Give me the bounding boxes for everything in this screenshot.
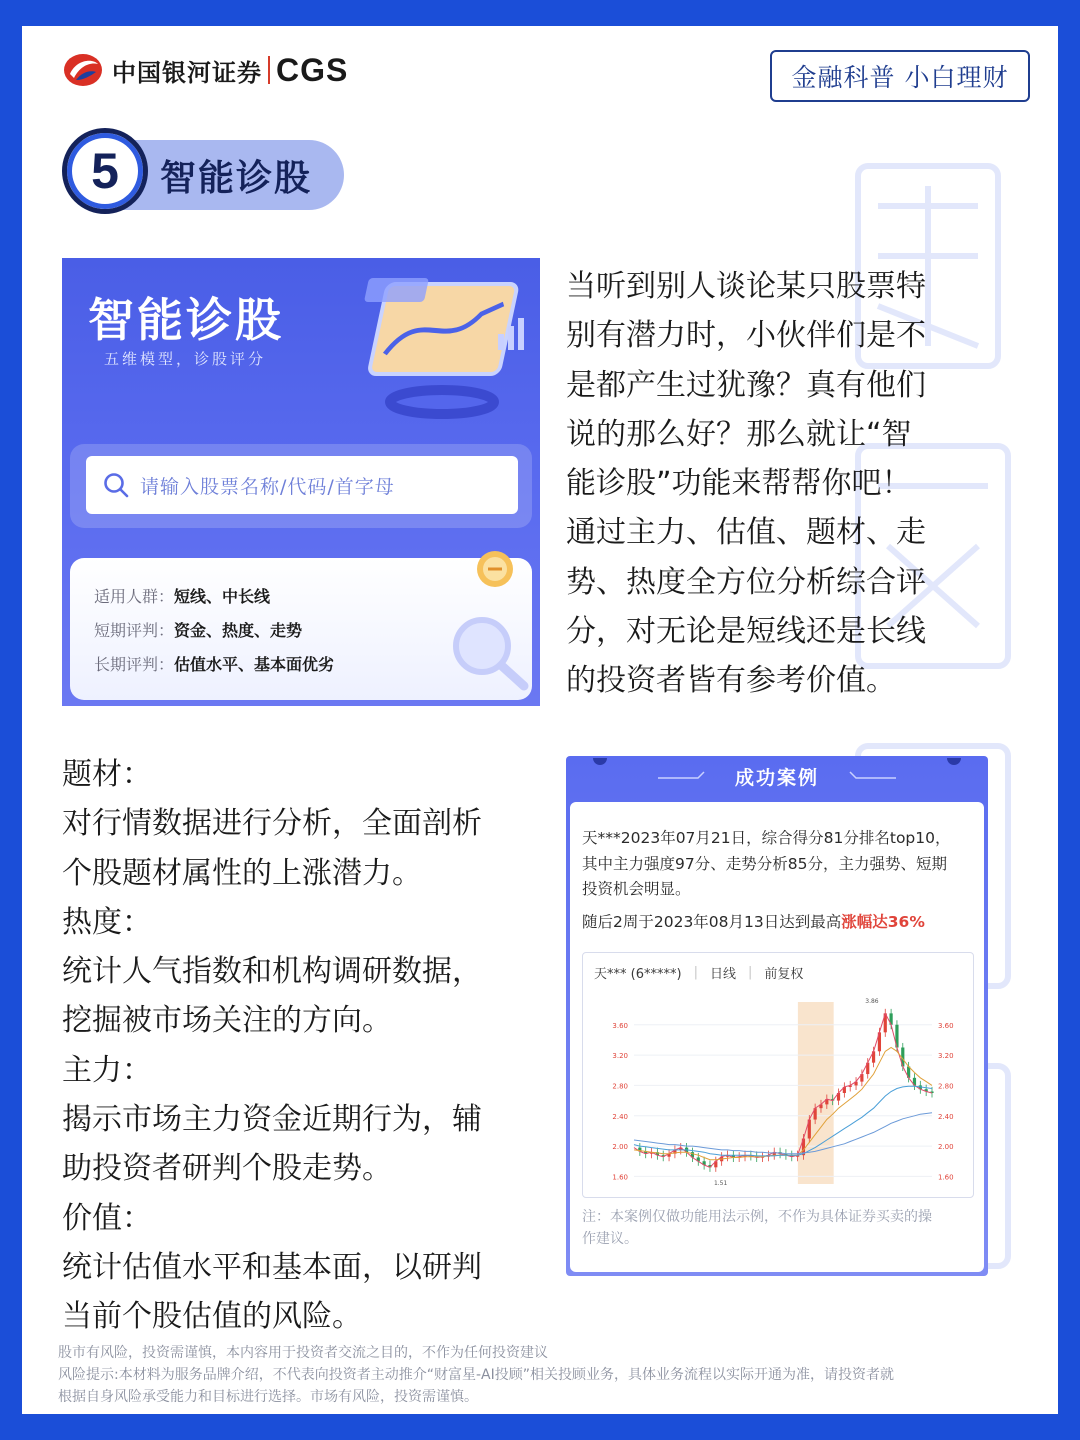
brand-logo (62, 50, 348, 90)
dimension-text: 揭示市场主力资金近期行为，辅 (62, 1102, 482, 1138)
y-right-tick-label: 1.60 (938, 1173, 954, 1182)
success-case-result: 随后2周于2023年08月13日达到最高涨幅达36% (582, 913, 925, 931)
y-tick-label: 2.80 (612, 1082, 628, 1091)
intro-line: 当听到别人谈论某只股票特 (566, 269, 926, 304)
magnifier-icon (446, 612, 532, 692)
dimension-heading: 热度： (62, 904, 152, 940)
info-row-long-term: 长期评判：估值水平、基本面优劣 (94, 655, 335, 674)
intro-line: 的投资者皆有参考价值。 (566, 663, 896, 699)
dimension-text: 统计估值水平和基本面，以研判 (62, 1249, 482, 1285)
dimension-text: 挖掘被市场关注的方向。 (62, 1003, 392, 1039)
dimension-heading: 主力： (62, 1052, 152, 1088)
y-right-tick-label: 2.40 (938, 1112, 954, 1121)
low-annotation: 1.51 (713, 1180, 728, 1188)
tagline-badge: 金融科普 小白理财 (770, 50, 1030, 102)
dimension-text: 个股题材属性的上涨潜力。 (62, 855, 422, 891)
footer-risk-line: 股市有风险，投资需谨慎，本内容用于投资者交流之目的，不作为任何投资建议 (58, 1345, 548, 1361)
intro-line: 分，对无论是短线还是长线 (566, 614, 926, 650)
dimension-text: 助投资者研判个股走势。 (62, 1151, 392, 1187)
chart-tab-bar (594, 956, 815, 988)
galaxy-logo-icon (62, 52, 104, 88)
dimension-heading: 价值： (62, 1200, 152, 1236)
feature-card-subtitle: 五维模型，诊股评分 (104, 350, 267, 368)
y-right-tick-label: 3.20 (938, 1052, 954, 1061)
y-right-tick-label: 2.80 (938, 1082, 954, 1091)
disclaimer-line: 注：本案例仅做功能用法示例，不作为具体证券买卖的操 (582, 1209, 932, 1225)
chart-tab-period[interactable]: 日线 (709, 966, 736, 982)
dimension-heading: 题材： (62, 757, 152, 792)
y-tick-label: 2.00 (612, 1143, 628, 1152)
coin-icon (474, 548, 516, 590)
footer-risk-line: 根据自身风险承受能力和目标进行选择。市场有风险，投资需谨慎。 (58, 1389, 478, 1405)
stock-search-input[interactable] (86, 456, 518, 514)
series-line (634, 1048, 932, 1160)
intro-line: 是都产生过犹豫？真有他们 (566, 367, 926, 403)
case-disclaimer (582, 1206, 980, 1250)
info-row-audience: 适用人群：短线、中长线 (94, 587, 271, 606)
dimensions-list (62, 750, 532, 1342)
disclaimer-line: 作建议。 (582, 1231, 638, 1247)
case-text-line: 其中主力强度97分、走势分析85分，主力强势、短期 (582, 854, 947, 873)
feature-card-title: 智能诊股 (88, 293, 284, 347)
case-text-line: 天***2023年07月21日，综合得分81分排名top10， (582, 829, 951, 847)
intro-paragraph (566, 262, 976, 706)
y-tick-label: 2.40 (612, 1112, 628, 1121)
brand-separator (268, 56, 270, 84)
dimension-text: 当前个股估值的风险。 (62, 1299, 362, 1335)
intro-line: 通过主力、估值、题材、走 (566, 515, 926, 551)
gain-highlight: 涨幅达36% (841, 913, 925, 931)
info-row-short-term: 短期评判：资金、热度、走势 (94, 621, 303, 640)
series-line (634, 1013, 932, 1167)
chart-illustration-icon (312, 264, 532, 424)
search-icon (102, 471, 130, 499)
brand-name-cn: 中国银河证券 (112, 58, 262, 87)
tab-divider: | (747, 964, 753, 980)
y-tick-label: 3.60 (612, 1021, 628, 1030)
intro-line: 能诊股”功能来帮帮你吧！ (566, 466, 912, 502)
intro-line: 势、热度全方位分析综合评 (566, 564, 926, 600)
success-case-title: 成功案例 (734, 767, 819, 789)
section-title: 智能诊股 (160, 158, 313, 199)
chart-tab-adjust[interactable]: 前复权 (764, 966, 804, 982)
y-tick-label: 1.60 (612, 1173, 628, 1182)
footer-risk-line: 风险提示:本材料为服务品牌介绍，不代表向投资者主动推介“财富星-AI投顾”相关投顾业务，具体业务流程以实际开通为准，请投资者就 (58, 1367, 894, 1383)
stock-price-chart (594, 988, 968, 1192)
y-right-tick-label: 2.00 (938, 1143, 954, 1152)
section-number-badge (62, 128, 148, 214)
tab-divider: | (693, 964, 698, 980)
chart-tab-stock[interactable]: 天*** (6*****) (594, 966, 682, 982)
high-annotation: 3.86 (865, 998, 879, 1006)
y-tick-label: 3.20 (612, 1052, 628, 1061)
page-frame (22, 26, 1058, 1414)
dimension-text: 统计人气指数和机构调研数据， (62, 954, 482, 990)
y-right-tick-label: 3.60 (938, 1021, 954, 1030)
dimension-text: 对行情数据进行分析，全面剖析 (62, 806, 482, 842)
series-line (634, 1113, 932, 1154)
case-text-line: 投资机会明显。 (582, 880, 691, 898)
success-case-text (582, 826, 980, 903)
intro-line: 别有潜力时，小伙伴们是不 (566, 318, 926, 354)
section-number: 5 (91, 143, 119, 199)
search-placeholder: 请输入股票名称/代码/首字母 (140, 475, 395, 498)
intro-line: 说的那么好？那么就让“智 (566, 416, 912, 452)
brand-name-en: CGS (276, 51, 349, 88)
